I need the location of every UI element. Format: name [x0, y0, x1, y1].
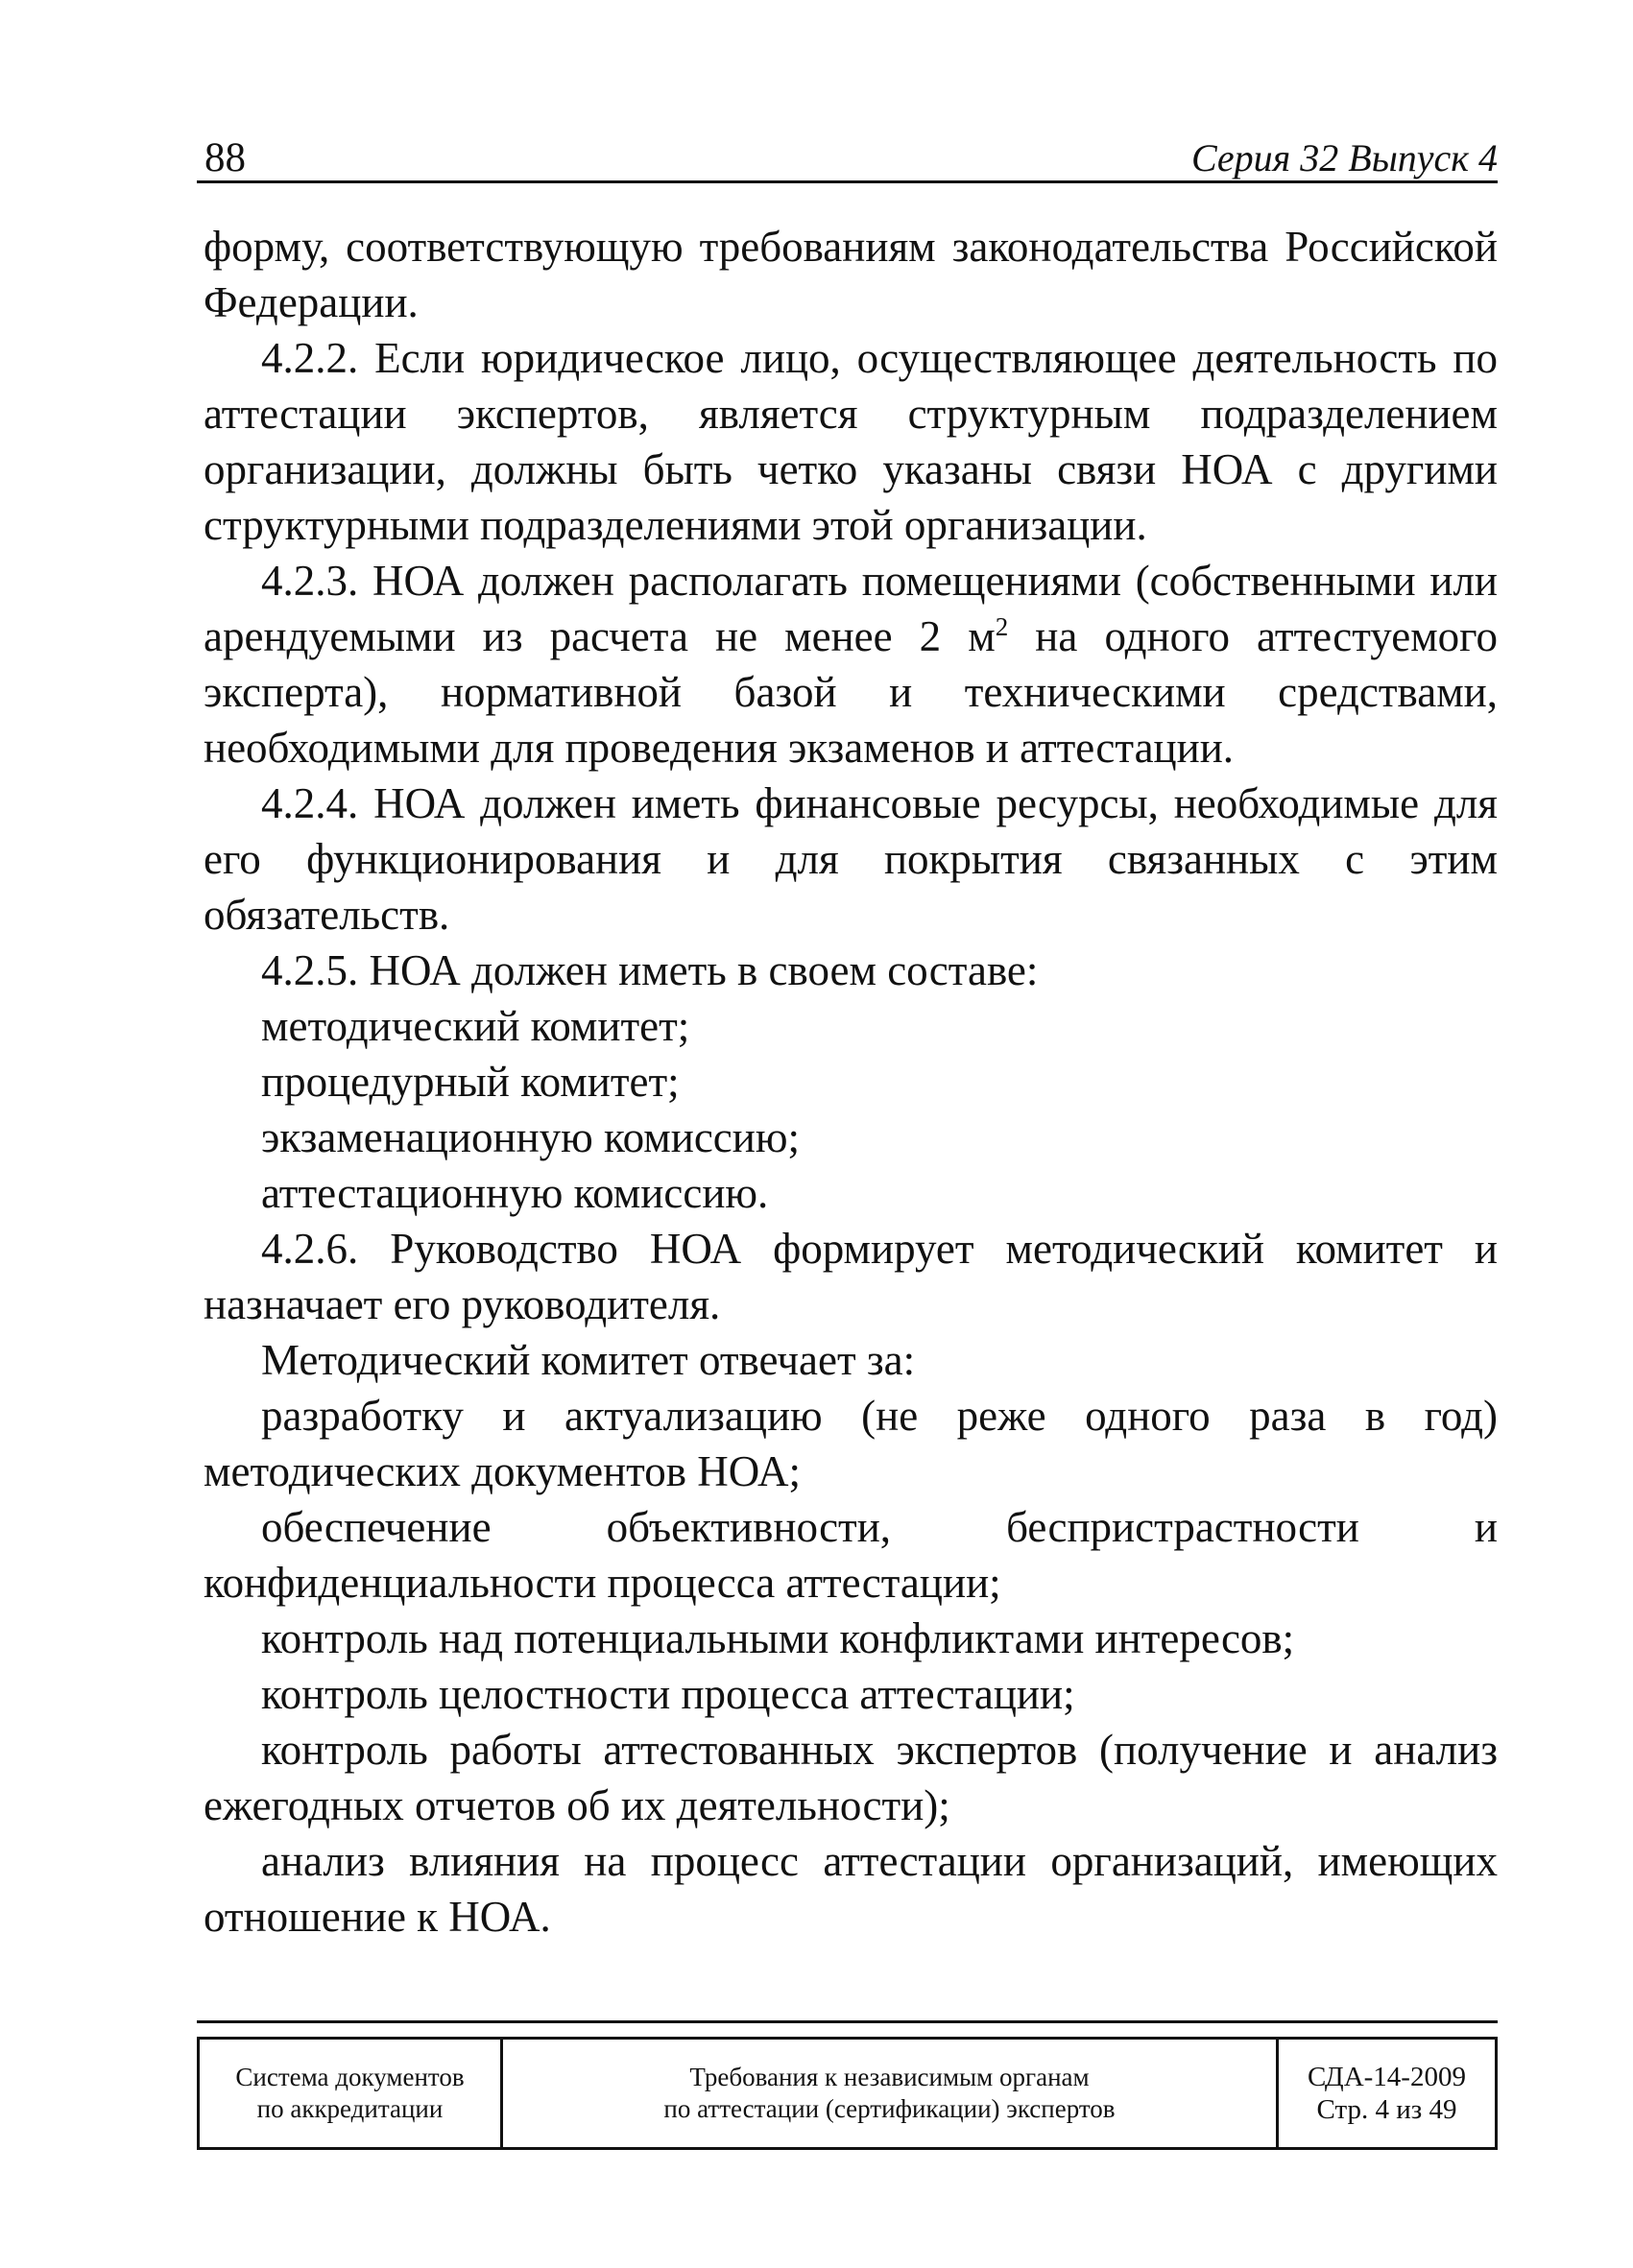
paragraph: 4.2.2. Если юридическое лицо, осуществляющее деятельность по аттестации экспертов, является структурным подразделением организации, должны быть четко указаны связи НОА с другими структурными подразделениями этой организации.: [204, 334, 1498, 549]
page-number: 88: [204, 135, 246, 180]
list-item: контроль работы аттестованных экспертов (получение и анализ ежегодных отчетов об их деятельности);: [204, 1726, 1498, 1829]
footer-code-cell: [1279, 2040, 1495, 2147]
paragraph: [204, 553, 1498, 776]
footer-text: Система документов: [235, 2063, 465, 2091]
header-divider: [197, 180, 1498, 183]
list-item: контроль целостности процесса аттестации;: [261, 1670, 1075, 1718]
page-counter: Стр. 4 из 49: [1316, 2094, 1457, 2125]
footer-system-cell: [200, 2040, 503, 2147]
list-item: аттестационную комиссию.: [261, 1169, 769, 1217]
footer-divider: [197, 2020, 1498, 2023]
list-item: анализ влияния на процесс аттестации организаций, имеющих отношение к НОА.: [204, 1837, 1498, 1941]
document-code: СДА-14-2009: [1308, 2062, 1466, 2092]
footer-table: [197, 2037, 1498, 2150]
footer-text: Требования к независимым органам: [689, 2063, 1090, 2091]
footer-title-cell: [503, 2040, 1279, 2147]
paragraph-text: 4.2.3. НОА должен располагать помещениями (собственными или арендуемыми из расчета не менее 2 м: [204, 557, 1498, 660]
paragraph: 4.2.5. НОА должен иметь в своем составе:: [261, 946, 1039, 994]
paragraph-text: на одного аттестуемого эксперта), нормативной базой и техническими средствами, необходимыми для проведения экзаменов и аттестации.: [204, 612, 1499, 772]
paragraph: Методический комитет отвечает за:: [261, 1336, 916, 1384]
list-item: контроль над потенциальными конфликтами интересов;: [261, 1614, 1295, 1662]
body-text: [204, 219, 1498, 1945]
paragraph: форму, соответствующую требованиям законодательства Российской Федерации.: [204, 223, 1498, 326]
footer-text: по аккредитации: [256, 2094, 444, 2123]
list-item: экзаменационную комиссию;: [261, 1113, 800, 1161]
paragraph: 4.2.4. НОА должен иметь финансовые ресурсы, необходимые для его функционирования и для покрытия связанных с этим обязательств.: [204, 779, 1498, 939]
footer-text: по аттестации (сертификации) экспертов: [663, 2094, 1116, 2123]
page-header: [197, 134, 1498, 182]
series-issue-label: Серия 32 Выпуск 4: [1190, 136, 1498, 179]
list-item: обеспечение объективности, беспристрастности и конфиденциальности процесса аттестации;: [204, 1503, 1498, 1607]
superscript: 2: [995, 612, 1009, 641]
list-item: методический комитет;: [261, 1002, 690, 1050]
list-item: разработку и актуализацию (не реже одного раза в год) методических документов НОА;: [204, 1392, 1498, 1495]
list-item: процедурный комитет;: [261, 1058, 680, 1106]
paragraph: 4.2.6. Руководство НОА формирует методический комитет и назначает его руководителя.: [204, 1225, 1498, 1328]
